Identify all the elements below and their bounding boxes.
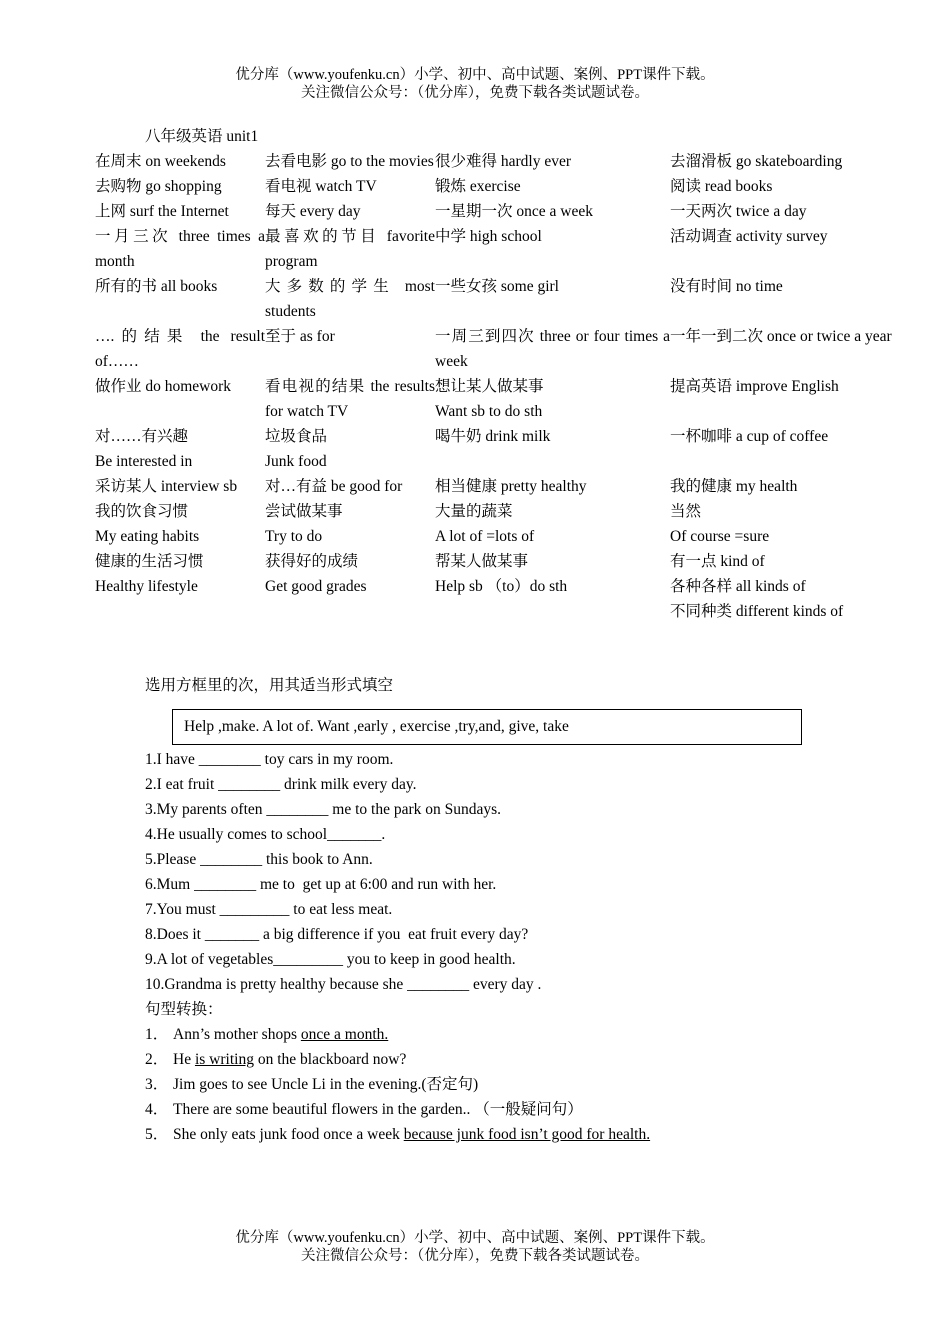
word-bank-text: Help ,make. A lot of. Want ,early , exercise ,try,and, give, take — [184, 718, 569, 735]
vocab-entry: 中学 high school — [435, 228, 542, 245]
fill-blank-item: 5.Please ________ this book to Ann. — [145, 851, 373, 868]
vocab-cell — [95, 274, 265, 324]
fill-blank-item: 2.I eat fruit ________ drink milk every day. — [145, 776, 417, 793]
vocab-cell — [435, 549, 670, 624]
vocab-entry: 看电视 watch TV — [265, 178, 377, 195]
vocab-cell — [670, 474, 905, 499]
vocab-cell — [265, 224, 435, 274]
vocab-row — [95, 324, 905, 374]
vocab-cell — [670, 549, 905, 624]
fill-blank-item: 6.Mum ________ me to get up at 6:00 and run with her. — [145, 876, 497, 893]
fill-blank-item: 3.My parents often ________ me to the park on Sundays. — [145, 801, 502, 818]
vocab-row — [95, 474, 905, 499]
vocab-cell — [670, 374, 905, 424]
vocab-cell — [265, 424, 435, 474]
page-header — [0, 66, 950, 102]
vocab-entry: 各种各样 all kinds of — [670, 578, 806, 595]
vocab-entry: 看电视的结果 the results for watch TV — [265, 378, 435, 420]
vocab-entry: 一年一到二次 once or twice a year — [670, 328, 892, 345]
vocab-entry: 一杯咖啡 a cup of coffee — [670, 428, 829, 445]
sentence-transform-list — [145, 1022, 905, 1147]
vocab-entry: Help sb （to）do sth — [435, 578, 568, 595]
vocab-cell — [670, 224, 905, 274]
header-line-1: 优分库（www.youfenku.cn）小学、初中、高中试题、案例、PPT课件下载。 — [235, 67, 715, 83]
vocab-entry: ….的结果 the result of…… — [95, 328, 265, 370]
transform-underlined: is writing — [194, 1051, 254, 1068]
vocab-entry: 对…有益 be good for — [265, 478, 403, 495]
vocab-entry: 当然 — [670, 503, 702, 520]
transform-text: There are some beautiful flowers in the garden.. （一般疑问句） — [173, 1101, 583, 1118]
vocab-cell — [95, 174, 265, 199]
vocab-cell — [670, 324, 905, 374]
vocab-entry: 每天 every day — [265, 203, 361, 220]
transform-number: 1． — [145, 1026, 169, 1043]
fill-blank-item: 10.Grandma is pretty healthy because she ________ every day . — [145, 976, 542, 993]
vocab-entry: 在周末 on weekends — [95, 153, 226, 170]
vocab-cell — [95, 324, 265, 374]
vocab-entry: 垃圾食品 — [265, 428, 328, 445]
vocab-entry: 提高英语 improve English — [670, 378, 839, 395]
vocab-entry: 获得好的成绩 — [265, 553, 359, 570]
vocab-entry: 尝试做某事 — [265, 503, 343, 520]
fill-blank-item: 9.A lot of vegetables_________ you to keep in good health. — [145, 951, 516, 968]
vocab-entry: 至于 as for — [265, 328, 335, 345]
page-footer — [0, 1229, 950, 1265]
vocab-row — [95, 174, 905, 199]
transform-text: She only eats junk food once a week — [173, 1126, 404, 1143]
vocab-entry: 去看电影 go to the movies — [265, 153, 434, 170]
vocab-entry: 一月三次 three times a month — [95, 228, 265, 270]
vocab-cell — [435, 424, 670, 474]
vocab-entry: 锻炼 exercise — [435, 178, 521, 195]
vocab-entry: 我的饮食习惯 — [95, 503, 189, 520]
vocab-entry: 喝牛奶 drink milk — [435, 428, 551, 445]
vocab-entry: 一星期一次 once a week — [435, 203, 593, 220]
vocab-entry: 阅读 read books — [670, 178, 773, 195]
vocab-cell — [435, 324, 670, 374]
vocab-cell — [95, 424, 265, 474]
vocab-cell — [265, 149, 435, 174]
transform-underlined: once a month. — [300, 1026, 389, 1043]
vocab-cell — [95, 149, 265, 174]
footer-line-2: 关注微信公众号：（优分库），免费下载各类试题试卷。 — [301, 1248, 649, 1264]
vocab-entry: 活动调查 activity survey — [670, 228, 828, 245]
vocab-entry: 一周三到四次 three or four times a week — [435, 328, 670, 370]
fill-blank-item: 4.He usually comes to school_______. — [145, 826, 386, 843]
fill-blank-item: 1.I have ________ toy cars in my room. — [145, 751, 394, 768]
vocab-cell — [670, 149, 905, 174]
vocab-entry: 最喜欢的节目 favorite program — [265, 228, 435, 270]
vocab-cell — [265, 274, 435, 324]
vocab-entry: 去购物 go shopping — [95, 178, 222, 195]
header-line-2: 关注微信公众号：（优分库），免费下载各类试题试卷。 — [301, 85, 649, 101]
exercises-section — [145, 747, 905, 1147]
vocab-entry: Of course =sure — [670, 528, 770, 545]
vocab-cell — [670, 174, 905, 199]
vocab-cell — [95, 499, 265, 549]
vocab-cell — [435, 374, 670, 424]
vocab-cell — [670, 424, 905, 474]
transform-text: Ann’s mother shops — [173, 1026, 301, 1043]
footer-line-1: 优分库（www.youfenku.cn）小学、初中、高中试题、案例、PPT课件下载。 — [235, 1230, 715, 1246]
vocab-cell — [265, 199, 435, 224]
vocab-entry: 做作业 do homework — [95, 378, 232, 395]
vocab-row — [95, 149, 905, 174]
vocab-cell — [95, 224, 265, 274]
vocab-entry: 不同种类 different kinds of — [670, 603, 844, 620]
transform-number: 5． — [145, 1126, 169, 1143]
vocab-entry: Try to do — [265, 528, 323, 545]
vocab-entry: 我的健康 my health — [670, 478, 798, 495]
transform-number: 2． — [145, 1051, 169, 1068]
vocab-cell — [95, 549, 265, 624]
vocab-cell — [265, 549, 435, 624]
vocab-row — [95, 424, 905, 474]
vocab-cell — [265, 499, 435, 549]
vocab-row — [95, 274, 905, 324]
vocab-entry: 上网 surf the Internet — [95, 203, 229, 220]
transform-text: Jim goes to see Uncle Li in the evening.(否定句) — [173, 1076, 479, 1093]
transform-item — [145, 1122, 905, 1147]
vocab-entry: 大量的蔬菜 — [435, 503, 513, 520]
transform-number: 3． — [145, 1076, 169, 1093]
transform-item — [145, 1097, 905, 1122]
vocab-entry: 有一点 kind of — [670, 553, 765, 570]
transform-underlined: because junk food isn’t good for health. — [403, 1126, 651, 1143]
vocab-cell — [435, 274, 670, 324]
vocab-entry: 一天两次 twice a day — [670, 203, 807, 220]
vocab-entry: A lot of =lots of — [435, 528, 535, 545]
vocab-cell — [95, 474, 265, 499]
vocab-cell — [670, 199, 905, 224]
vocab-cell — [435, 474, 670, 499]
transform-text: He — [173, 1051, 195, 1068]
vocab-cell — [435, 199, 670, 224]
vocab-cell — [265, 374, 435, 424]
vocab-entry: 很少难得 hardly ever — [435, 153, 572, 170]
transform-item — [145, 1047, 905, 1072]
vocab-cell — [435, 174, 670, 199]
vocab-entry: 健康的生活习惯 — [95, 553, 204, 570]
vocab-entry: Get good grades — [265, 578, 367, 595]
vocab-row — [95, 224, 905, 274]
fill-blank-instruction: 选用方框里的次，用其适当形式填空 — [145, 677, 394, 694]
vocab-cell — [670, 499, 905, 549]
vocab-entry: 相当健康 pretty healthy — [435, 478, 587, 495]
fill-blank-item: 7.You must _________ to eat less meat. — [145, 901, 393, 918]
vocab-entry: My eating habits — [95, 528, 200, 545]
vocab-cell — [435, 149, 670, 174]
vocab-entry: Want sb to do sth — [435, 403, 543, 420]
transform-item — [145, 1072, 905, 1097]
transform-title: 句型转换： — [145, 1001, 223, 1018]
vocab-entry: 对……有兴趣 — [95, 428, 189, 445]
vocab-cell — [435, 499, 670, 549]
vocab-cell — [265, 324, 435, 374]
fill-blank-list — [145, 747, 905, 997]
vocab-entry: 想让某人做某事 — [435, 378, 544, 395]
vocab-row — [95, 374, 905, 424]
vocab-row — [95, 199, 905, 224]
vocab-entry: 大多数的学生 most students — [265, 278, 435, 320]
vocab-cell — [95, 374, 265, 424]
vocabulary-table — [95, 149, 905, 624]
word-bank-box — [172, 709, 802, 745]
fill-blank-item: 8.Does it _______ a big difference if you eat fruit every day? — [145, 926, 529, 943]
vocab-cell — [265, 174, 435, 199]
vocab-entry: Junk food — [265, 453, 327, 470]
vocab-row — [95, 549, 905, 624]
vocab-entry: 一些女孩 some girl — [435, 278, 559, 295]
transform-text-tail: on the blackboard now? — [253, 1051, 407, 1068]
vocab-entry: 所有的书 all books — [95, 278, 218, 295]
vocab-entry: 去溜滑板 go skateboarding — [670, 153, 843, 170]
vocab-cell — [435, 224, 670, 274]
document-title: 八年级英语 unit1 — [145, 128, 259, 145]
vocab-entry: 采访某人 interview sb — [95, 478, 238, 495]
vocab-cell — [265, 474, 435, 499]
vocab-cell — [95, 199, 265, 224]
vocab-cell — [670, 274, 905, 324]
vocab-row — [95, 499, 905, 549]
vocab-entry: 帮某人做某事 — [435, 553, 529, 570]
transform-item — [145, 1022, 905, 1047]
transform-number: 4． — [145, 1101, 169, 1118]
vocab-entry: Be interested in — [95, 453, 193, 470]
vocab-entry: 没有时间 no time — [670, 278, 783, 295]
vocab-entry: Healthy lifestyle — [95, 578, 198, 595]
